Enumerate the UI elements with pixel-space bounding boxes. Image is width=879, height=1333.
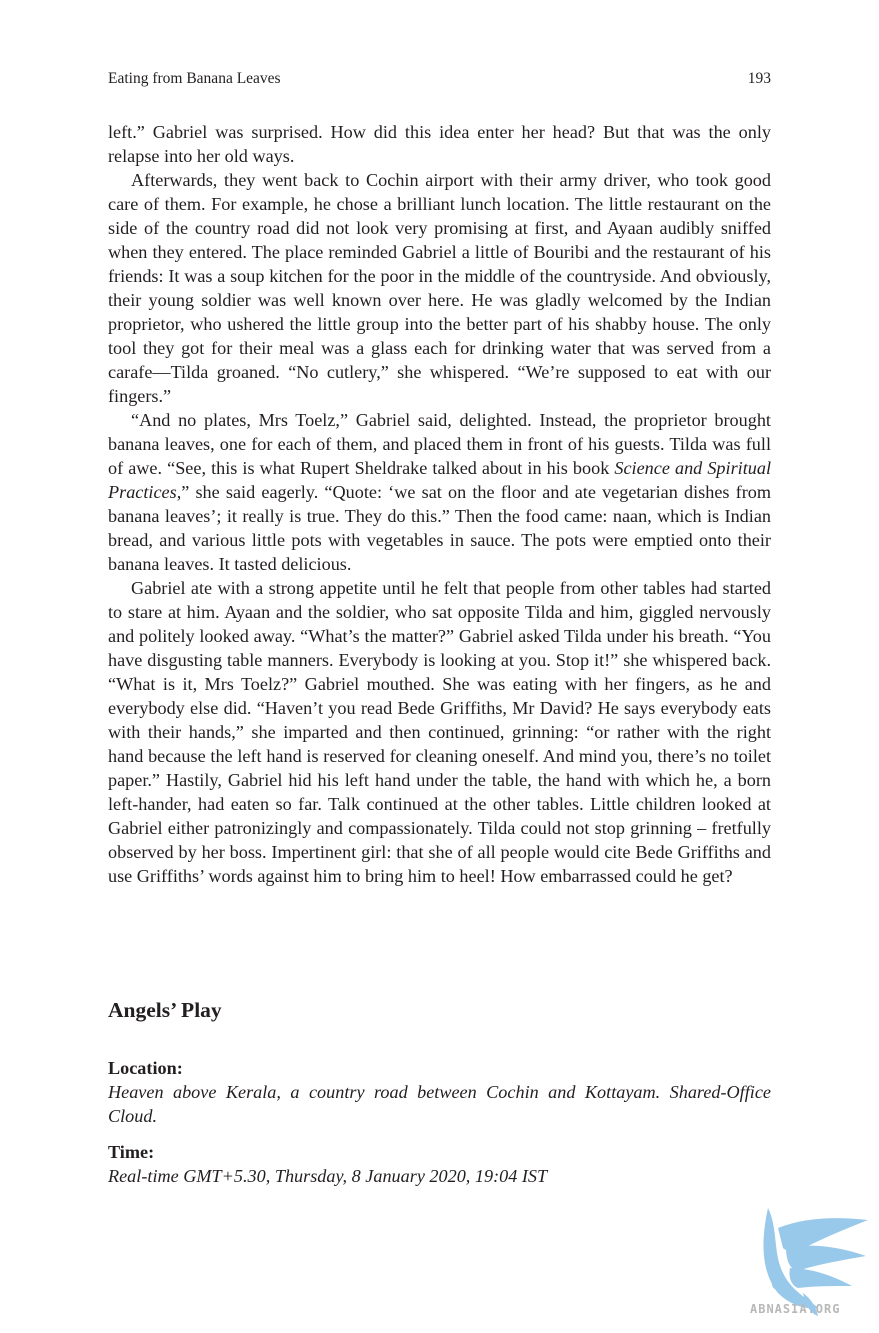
location-label: Location: [108,1058,183,1078]
paragraph-3-text-a: “And no plates, Mrs Toelz,” Gabriel said, delighted. Instead, the proprietor brought banana leaves, one for each of them, and placed them in front of his guests. Tilda was full of awe. “See, this is what Rupert Sheldrake talked about in his book [108,410,771,478]
paragraph-3-text-b: ,” she said eagerly. “Quote: ‘we sat on the floor and ate vegetarian dishes from banana leaves’; it really is true. They do this.” Then the food came: naan, which is Indian bread, and various little pots with vegetables in sauce. The pots were emptied onto their banana leaves. It tasted delicious. [108,482,771,574]
paragraph-3 [108,408,771,576]
page-number: 193 [747,70,771,87]
running-head-title: Eating from Banana Leaves [108,70,281,87]
location-value: Heaven above Kerala, a country road between Cochin and Kottayam. Shared-Office Cloud. [108,1082,771,1126]
watermark-text: ABNASIA.ORG [750,1302,841,1316]
section-heading: Angels’ Play [108,998,222,1022]
paragraph-1: left.” Gabriel was surprised. How did this idea enter her head? But that was the only relapse into her old ways. [108,122,771,166]
time-value: Real-time GMT+5.30, Thursday, 8 January 2020, 19:04 IST [108,1166,548,1186]
paragraph-4: Gabriel ate with a strong appetite until he felt that people from other tables had started to stare at him. Ayaan and the soldier, who sat opposite Tilda and him, giggled nervously and politely looked away. “What’s the matter?” Gabriel asked Tilda under his breath. “You have disgusting table manners. Everybody is looking at you. Stop it!” she whispered back. “What is it, Mrs Toelz?” Gabriel mouthed. She was eating with her fingers, as he and everybody else did. “Haven’t you read Bede Griffiths, Mr David? He says everybody eats with their hands,” she imparted and then continued, grinning: “or rather with the right hand because the left hand is reserved for cleaning oneself. And mind you, there’s no toilet paper.” Hastily, Gabriel hid his left hand under the table, the hand with which he, a born left-hander, had eaten so far. Talk continued at the other tables. Little children looked at Gabriel either patronizingly and compassionately. Tilda could not stop grinning – fretfully observed by her boss. Impertinent girl: that she of all people would cite Bede Griffiths and use Griffiths’ words against him to bring him to heel! How embarrassed could he get? [108,578,771,886]
paragraph-2: Afterwards, they went back to Cochin airport with their army driver, who took good care of them. For example, he chose a brilliant lunch location. The little restaurant on the side of the country road did not look very promising at first, and Ayaan audibly sniffed when they entered. The place reminded Gabriel a little of Bouribi and the restaurant of his friends: It was a soup kitchen for the poor in the middle of the countryside. And obviously, their young soldier was well known over here. He was gladly welcomed by the Indian proprietor, who ushered the little group into the better part of his shabby house. The only tool they got for their meal was a glass each for drinking water that was served from a carafe—Tilda groaned. “No cutlery,” she whispered. “We’re supposed to eat with our fingers.” [108,170,771,406]
book-title-italic: Science and Spiritual Practices [108,458,771,502]
body-text [108,120,771,888]
time-label: Time: [108,1142,155,1162]
